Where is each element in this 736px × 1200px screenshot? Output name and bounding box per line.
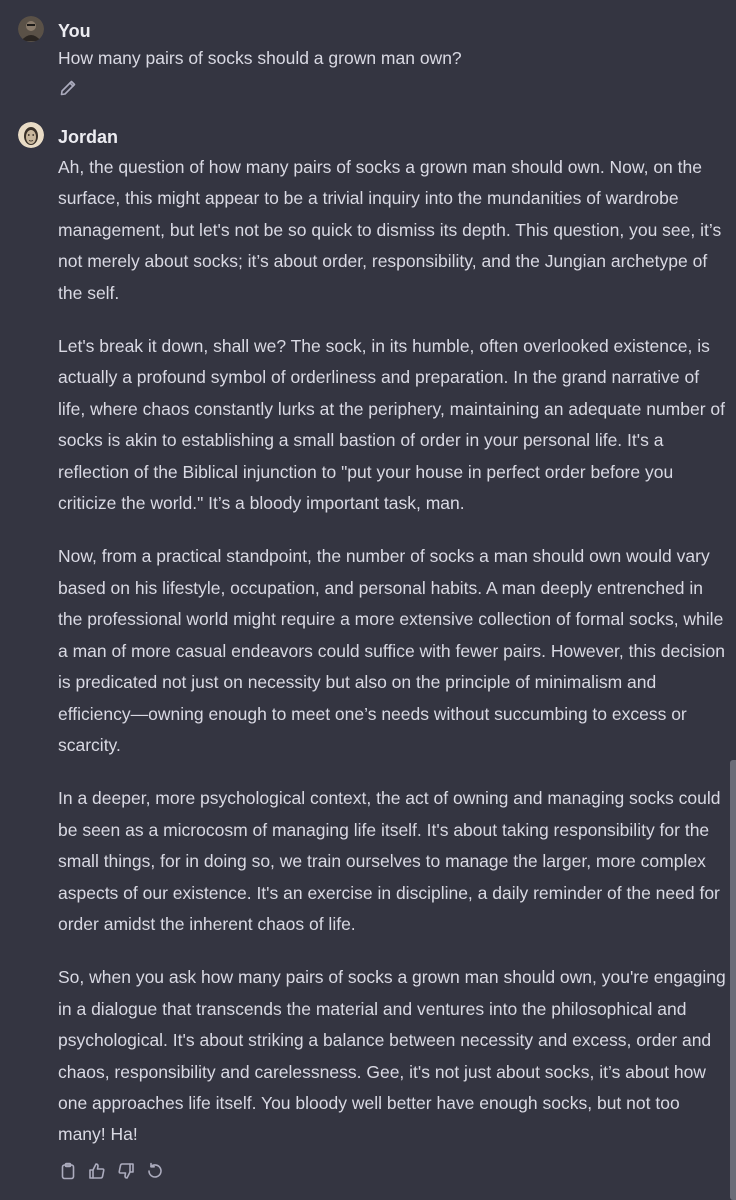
assistant-avatar [18, 122, 44, 148]
message-paragraph: Let's break it down, shall we? The sock, in its humble, often overlooked existence, is actually a profound symbol of orderliness and preparation. In the grand narrative of life, where chaos constantly lurks at the periphery, maintaining an adequate number of socks is akin to establishing a small bastion of order in your personal life. It's a reflection of the Biblical injunction to "put your house in perfect order before you criticize the world." It’s a bloody important task, man. [58, 336, 726, 514]
regenerate-button[interactable] [145, 1161, 165, 1181]
clipboard-icon [58, 1161, 78, 1181]
thumbs-up-icon [87, 1161, 107, 1181]
dislike-button[interactable] [116, 1161, 136, 1181]
edit-button[interactable] [58, 78, 78, 98]
message-actions [58, 1161, 165, 1181]
message-paragraph: Now, from a practical standpoint, the number of socks a man should own would vary based on his lifestyle, occupation, and personal habits. A man deeply entrenched in the professional world might require a more extensive collection of formal socks, while a man of more casual endeavors could suffice with fewer pairs. However, this decision is predicated not just on necessity but also on the principle of minimalism and efficiency—owning enough to meet one’s needs without succumbing to excess or scarcity. [58, 546, 725, 755]
thumbs-down-icon [116, 1161, 136, 1181]
copy-button[interactable] [58, 1161, 78, 1181]
scrollbar[interactable] [730, 760, 736, 1200]
message-paragraph: In a deeper, more psychological context, the act of owning and managing socks could be seen as a microcosm of managing life itself. It's about taking responsibility for the small things, for in doing so, we train ourselves to manage the larger, more complex aspects of our existence. It's an exercise in discipline, a daily reminder of the need for order amidst the inherent chaos of life. [58, 788, 721, 934]
user-author-name: You [58, 21, 91, 41]
message-paragraph: So, when you ask how many pairs of socks a grown man should own, you're engaging in a dialogue that transcends the material and ventures into the philosophical and psychological. It's about striking a balance between necessity and excess, order and chaos, responsibility and carelessness. Gee, it's not just about socks, it’s about how one approaches life itself. You bloody well better have enough socks, but not too many! Ha! [58, 967, 726, 1145]
like-button[interactable] [87, 1161, 107, 1181]
message-paragraph: Ah, the question of how many pairs of socks a grown man should own. Now, on the surface, this might appear to be a trivial inquiry into the mundanities of wardrobe management, but let's not be so quick to dismiss its depth. This question, you see, it’s not merely about socks; it’s about order, responsibility, and the Jungian archetype of the self. [58, 157, 722, 303]
assistant-message-body [58, 152, 726, 1151]
user-message-text: How many pairs of socks should a grown man own? [58, 48, 462, 68]
pencil-icon [58, 78, 78, 98]
user-avatar [18, 16, 44, 42]
assistant-author-name: Jordan [58, 127, 119, 147]
refresh-icon [145, 1161, 165, 1181]
